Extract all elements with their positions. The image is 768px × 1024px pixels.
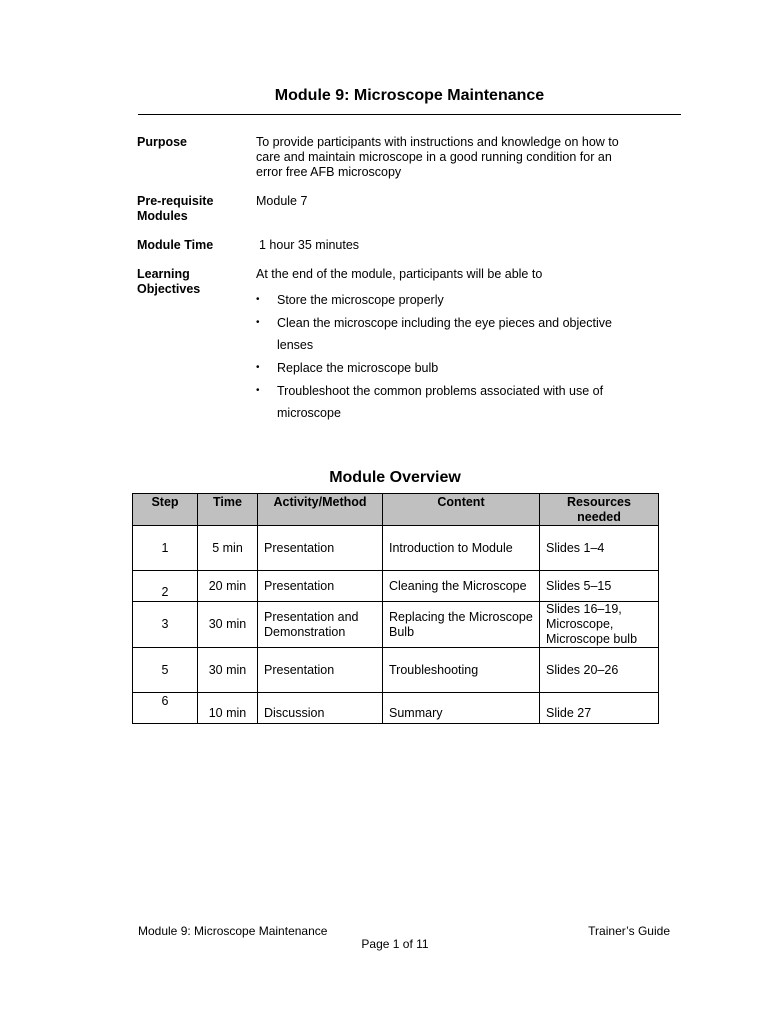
resources-cell: Slides 16–19, Microscope, Microscope bulb <box>540 602 659 648</box>
table-row <box>133 648 659 693</box>
bullet-icon: • <box>256 385 260 396</box>
activity-cell: Presentation <box>258 571 383 602</box>
purpose-label: Purpose <box>137 135 188 149</box>
objective-text: microscope <box>277 406 341 420</box>
content-cell: Troubleshooting <box>383 648 540 693</box>
learning-objectives-list <box>256 289 676 425</box>
purpose-text <box>256 135 676 180</box>
activity-cell: Presentation and Demonstration <box>258 602 383 648</box>
time-cell: 10 min <box>198 693 258 724</box>
objective-text: Store the microscope properly <box>277 293 444 307</box>
resources-cell: Slides 1–4 <box>540 526 659 571</box>
footer-module-name: Module 9: Microscope Maintenance <box>138 924 328 938</box>
bullet-icon: • <box>256 294 260 305</box>
time-cell: 30 min <box>198 602 258 648</box>
table-row <box>133 602 659 648</box>
page-title: Module 9: Microscope Maintenance <box>274 87 545 104</box>
activity-cell: Discussion <box>258 693 383 724</box>
bullet-icon: • <box>256 362 260 373</box>
purpose-line: care and maintain microscope in a good running condition for an <box>256 150 612 164</box>
footer-guide-name: Trainer’s Guide <box>588 924 670 938</box>
overview-title: Module Overview <box>329 469 461 486</box>
resources-cell: Slides 5–15 <box>540 571 659 602</box>
step-cell: 5 <box>133 648 198 693</box>
learning-objectives-label-line: Objectives <box>137 282 201 296</box>
prerequisite-label-line: Modules <box>137 209 188 223</box>
learning-objectives-label <box>137 267 200 297</box>
module-time-value: 1 hour 35 minutes <box>259 238 360 252</box>
module-time-label: Module Time <box>137 238 214 252</box>
page-number: Page 1 of 11 <box>361 937 429 951</box>
purpose-line: To provide participants with instructions and knowledge on how to <box>256 135 619 149</box>
content-cell: Replacing the Microscope Bulb <box>383 602 540 648</box>
resources-cell: Slides 20–26 <box>540 648 659 693</box>
table-header-row <box>133 494 659 526</box>
content-cell: Cleaning the Microscope <box>383 571 540 602</box>
column-header-resources: Resources needed <box>540 494 659 526</box>
table-row <box>133 693 659 724</box>
activity-cell: Presentation <box>258 526 383 571</box>
list-item <box>256 380 676 424</box>
column-header-activity: Activity/Method <box>258 494 383 526</box>
step-cell: 6 <box>133 693 198 724</box>
time-cell: 20 min <box>198 571 258 602</box>
prerequisite-label-line: Pre-requisite <box>137 194 214 208</box>
learning-objectives-label-line: Learning <box>137 267 190 281</box>
list-item <box>256 357 676 379</box>
prerequisite-value: Module 7 <box>256 194 308 208</box>
time-cell: 5 min <box>198 526 258 571</box>
learning-objectives-intro: At the end of the module, participants will be able to <box>256 267 543 281</box>
list-item <box>256 289 676 311</box>
objective-text: Clean the microscope including the eye pieces and objective <box>277 316 612 330</box>
step-cell: 3 <box>133 602 198 648</box>
content-cell: Summary <box>383 693 540 724</box>
objective-text: Replace the microscope bulb <box>277 361 439 375</box>
table-row <box>133 571 659 602</box>
time-cell: 30 min <box>198 648 258 693</box>
step-cell: 1 <box>133 526 198 571</box>
purpose-line: error free AFB microscopy <box>256 165 402 179</box>
prerequisite-label <box>137 194 213 224</box>
activity-cell: Presentation <box>258 648 383 693</box>
column-header-content: Content <box>383 494 540 526</box>
bullet-icon: • <box>256 317 260 328</box>
title-divider <box>138 114 681 115</box>
resources-cell: Slide 27 <box>540 693 659 724</box>
table-row <box>133 526 659 571</box>
overview-table <box>132 493 659 724</box>
column-header-step: Step <box>133 494 198 526</box>
list-item <box>256 312 676 356</box>
objective-text: Troubleshoot the common problems associated with use of <box>277 384 604 398</box>
content-cell: Introduction to Module <box>383 526 540 571</box>
objective-text: lenses <box>277 338 314 352</box>
step-cell: 2 <box>133 571 198 602</box>
column-header-time: Time <box>198 494 258 526</box>
